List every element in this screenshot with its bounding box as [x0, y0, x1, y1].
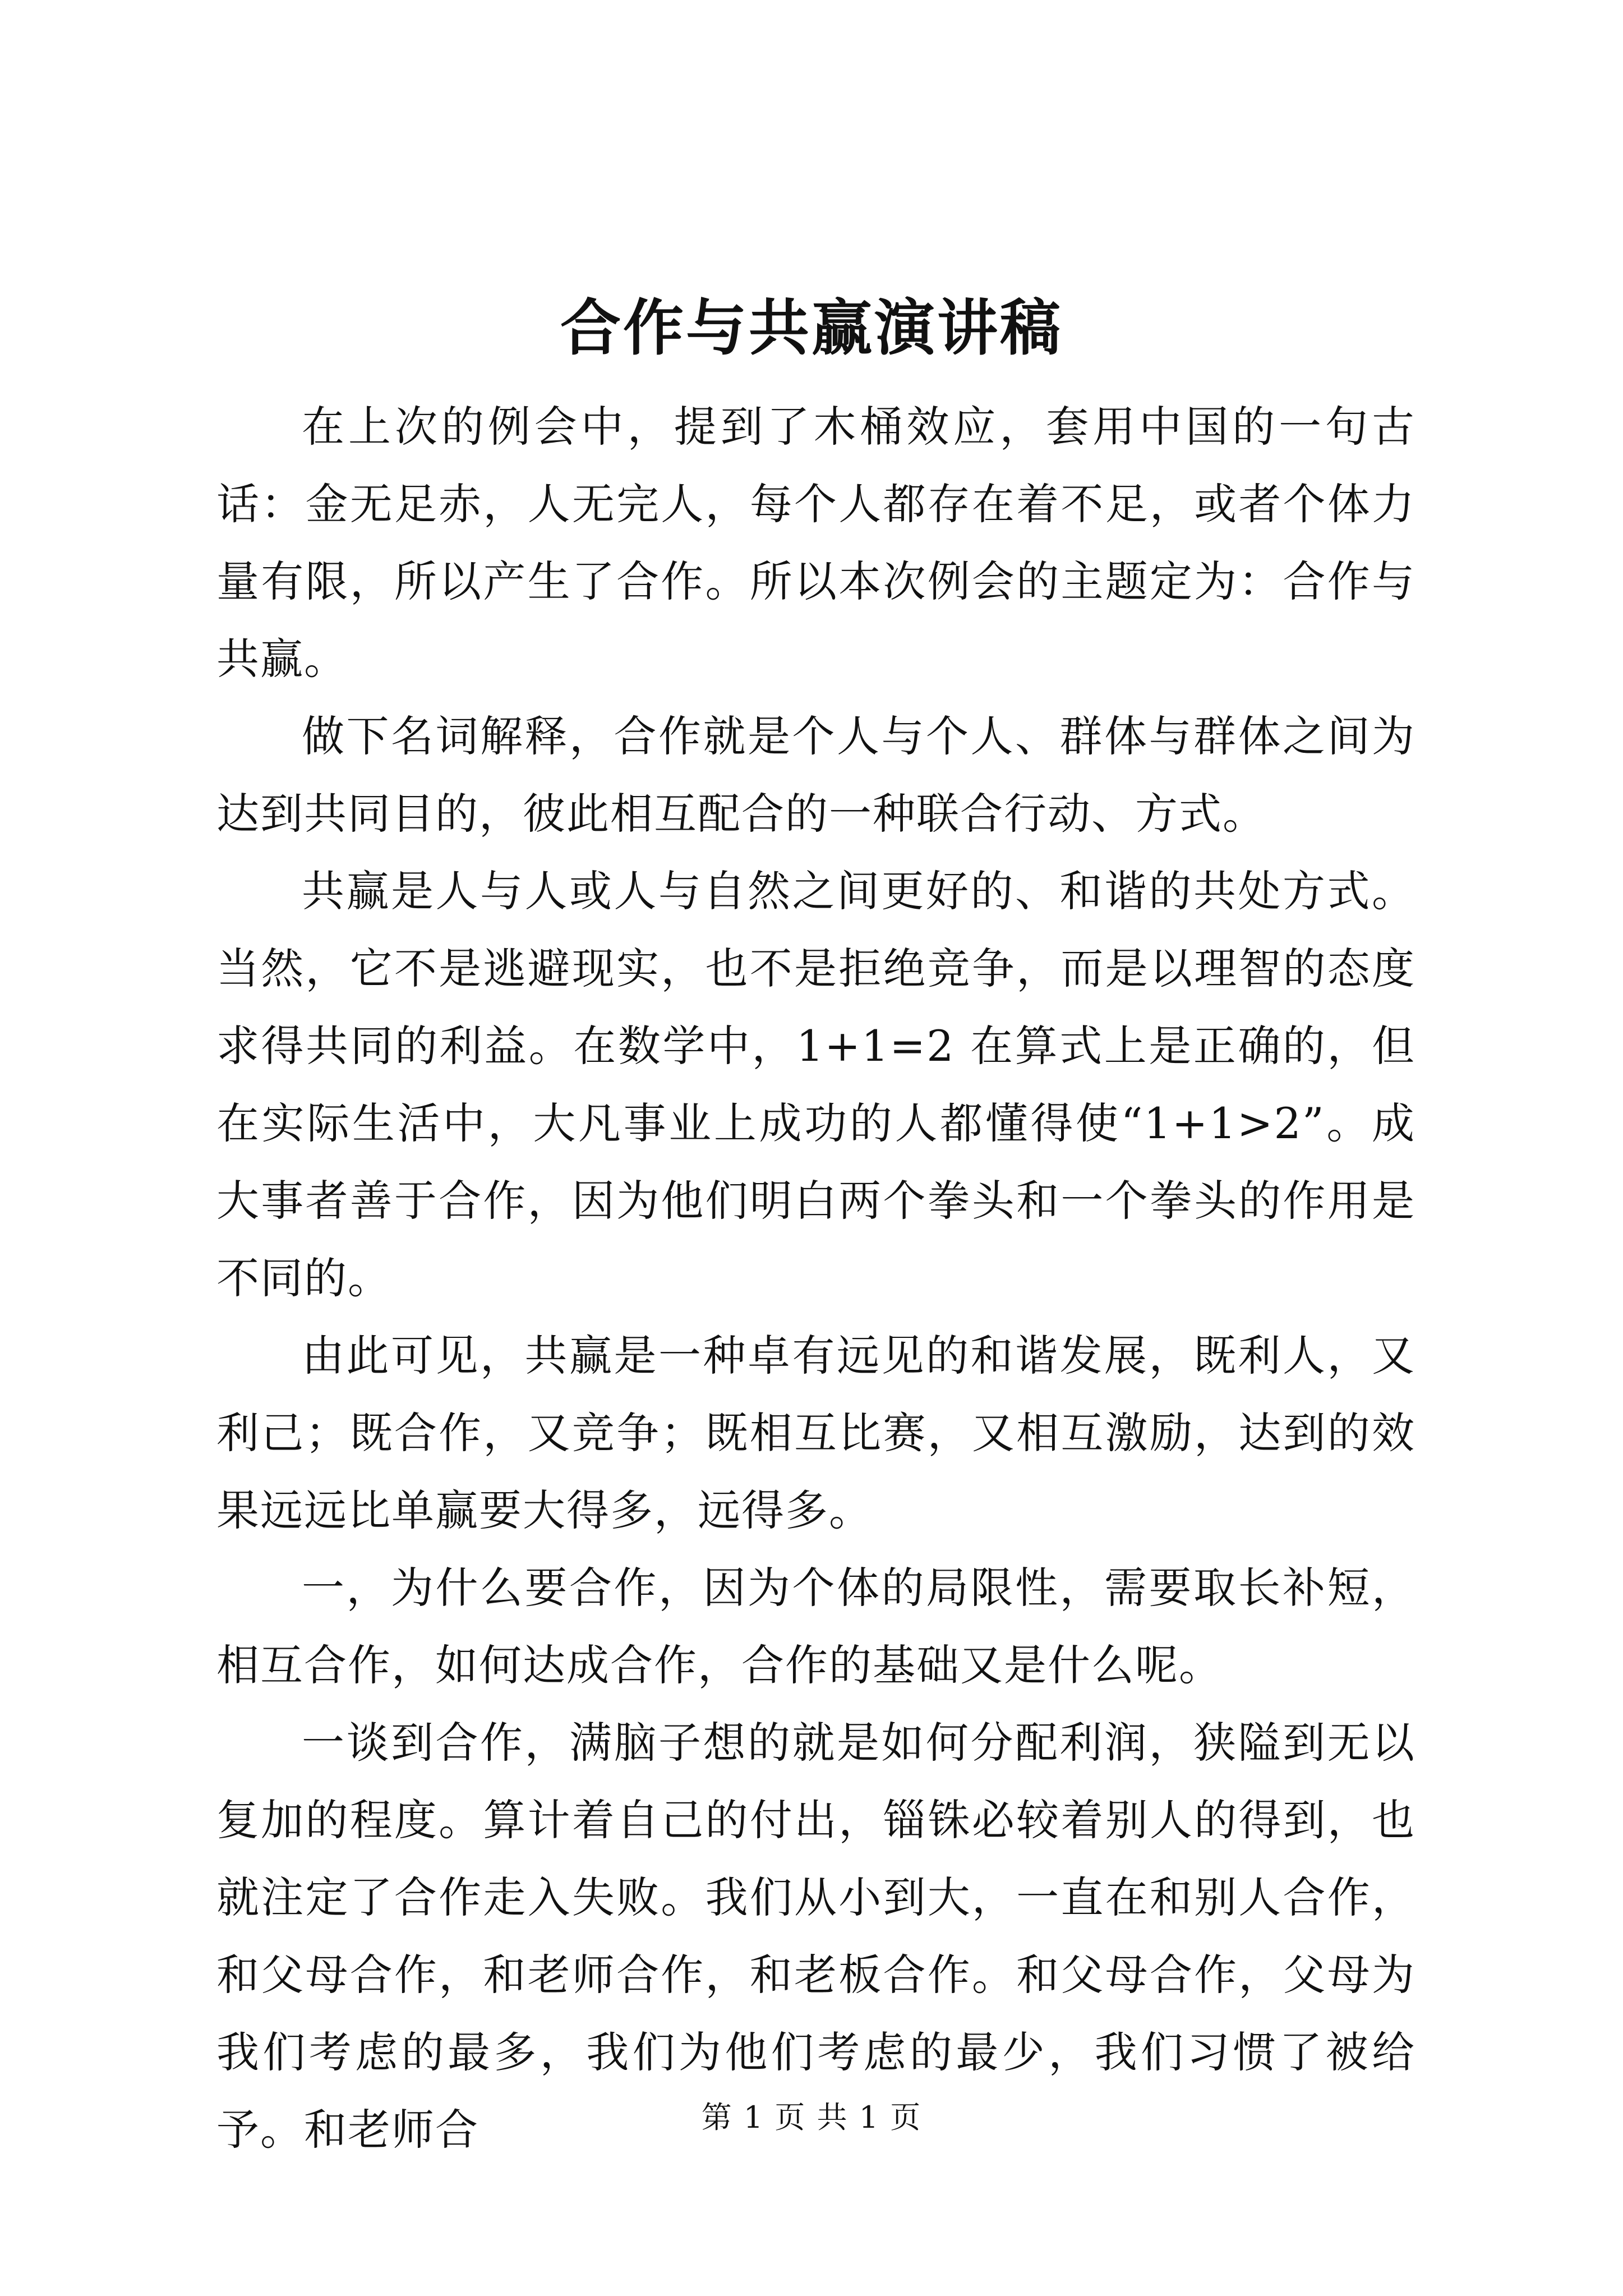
paragraph-4: 由此可见，共赢是一种卓有远见的和谐发展，既利人，又利己；既合作，又竞争；既相互比赛，又相互激励，达到的效果远远比单赢要大得多，远得多。 [216, 1331, 1415, 1535]
paragraph-6: 一谈到合作，满脑子想的就是如何分配利润，狭隘到无以复加的程度。算计着自己的付出，锱铢必较着别人的得到，也就注定了合作走入失败。我们从小到大，一直在和别人合作，和父母合作，和老师合作，和老板合作。和父母合作，父母为我们考虑的最多，我们为他们考虑的最少，我们习惯了被给予。和老师合 [216, 1718, 1415, 2155]
paragraph-2: 做下名词解释，合作就是个人与个人、群体与群体之间为达到共同目的，彼此相互配合的一种联合行动、方式。 [216, 711, 1415, 839]
paragraph-1: 在上次的例会中，提到了木桶效应，套用中国的一句古话：金无足赤，人无完人，每个人都存在着不足，或者个体力量有限，所以产生了合作。所以本次例会的主题定为：合作与共赢。 [216, 402, 1415, 684]
page-footer: 第 1 页 共 1 页 [701, 2100, 922, 2135]
document-title: 合作与共赢演讲稿 [560, 293, 1063, 364]
paragraph-3: 共赢是人与人或人与自然之间更好的、和谐的共处方式。当然，它不是逃避现实，也不是拒绝竞争，而是以理智的态度求得共同的利益。在数学中，1+1=2 在算式上是正确的，但在实际生活中，大凡事业上成功的人都懂得使“1+1>2”。成大事者善于合作，因为他们明白两个拳头和一个拳头的作用是不同的。 [216, 866, 1415, 1303]
document-body [216, 388, 1415, 2169]
paragraph-5: 一，为什么要合作，因为个体的局限性，需要取长补短，相互合作，如何达成合作，合作的基础又是什么呢。 [216, 1563, 1415, 1690]
